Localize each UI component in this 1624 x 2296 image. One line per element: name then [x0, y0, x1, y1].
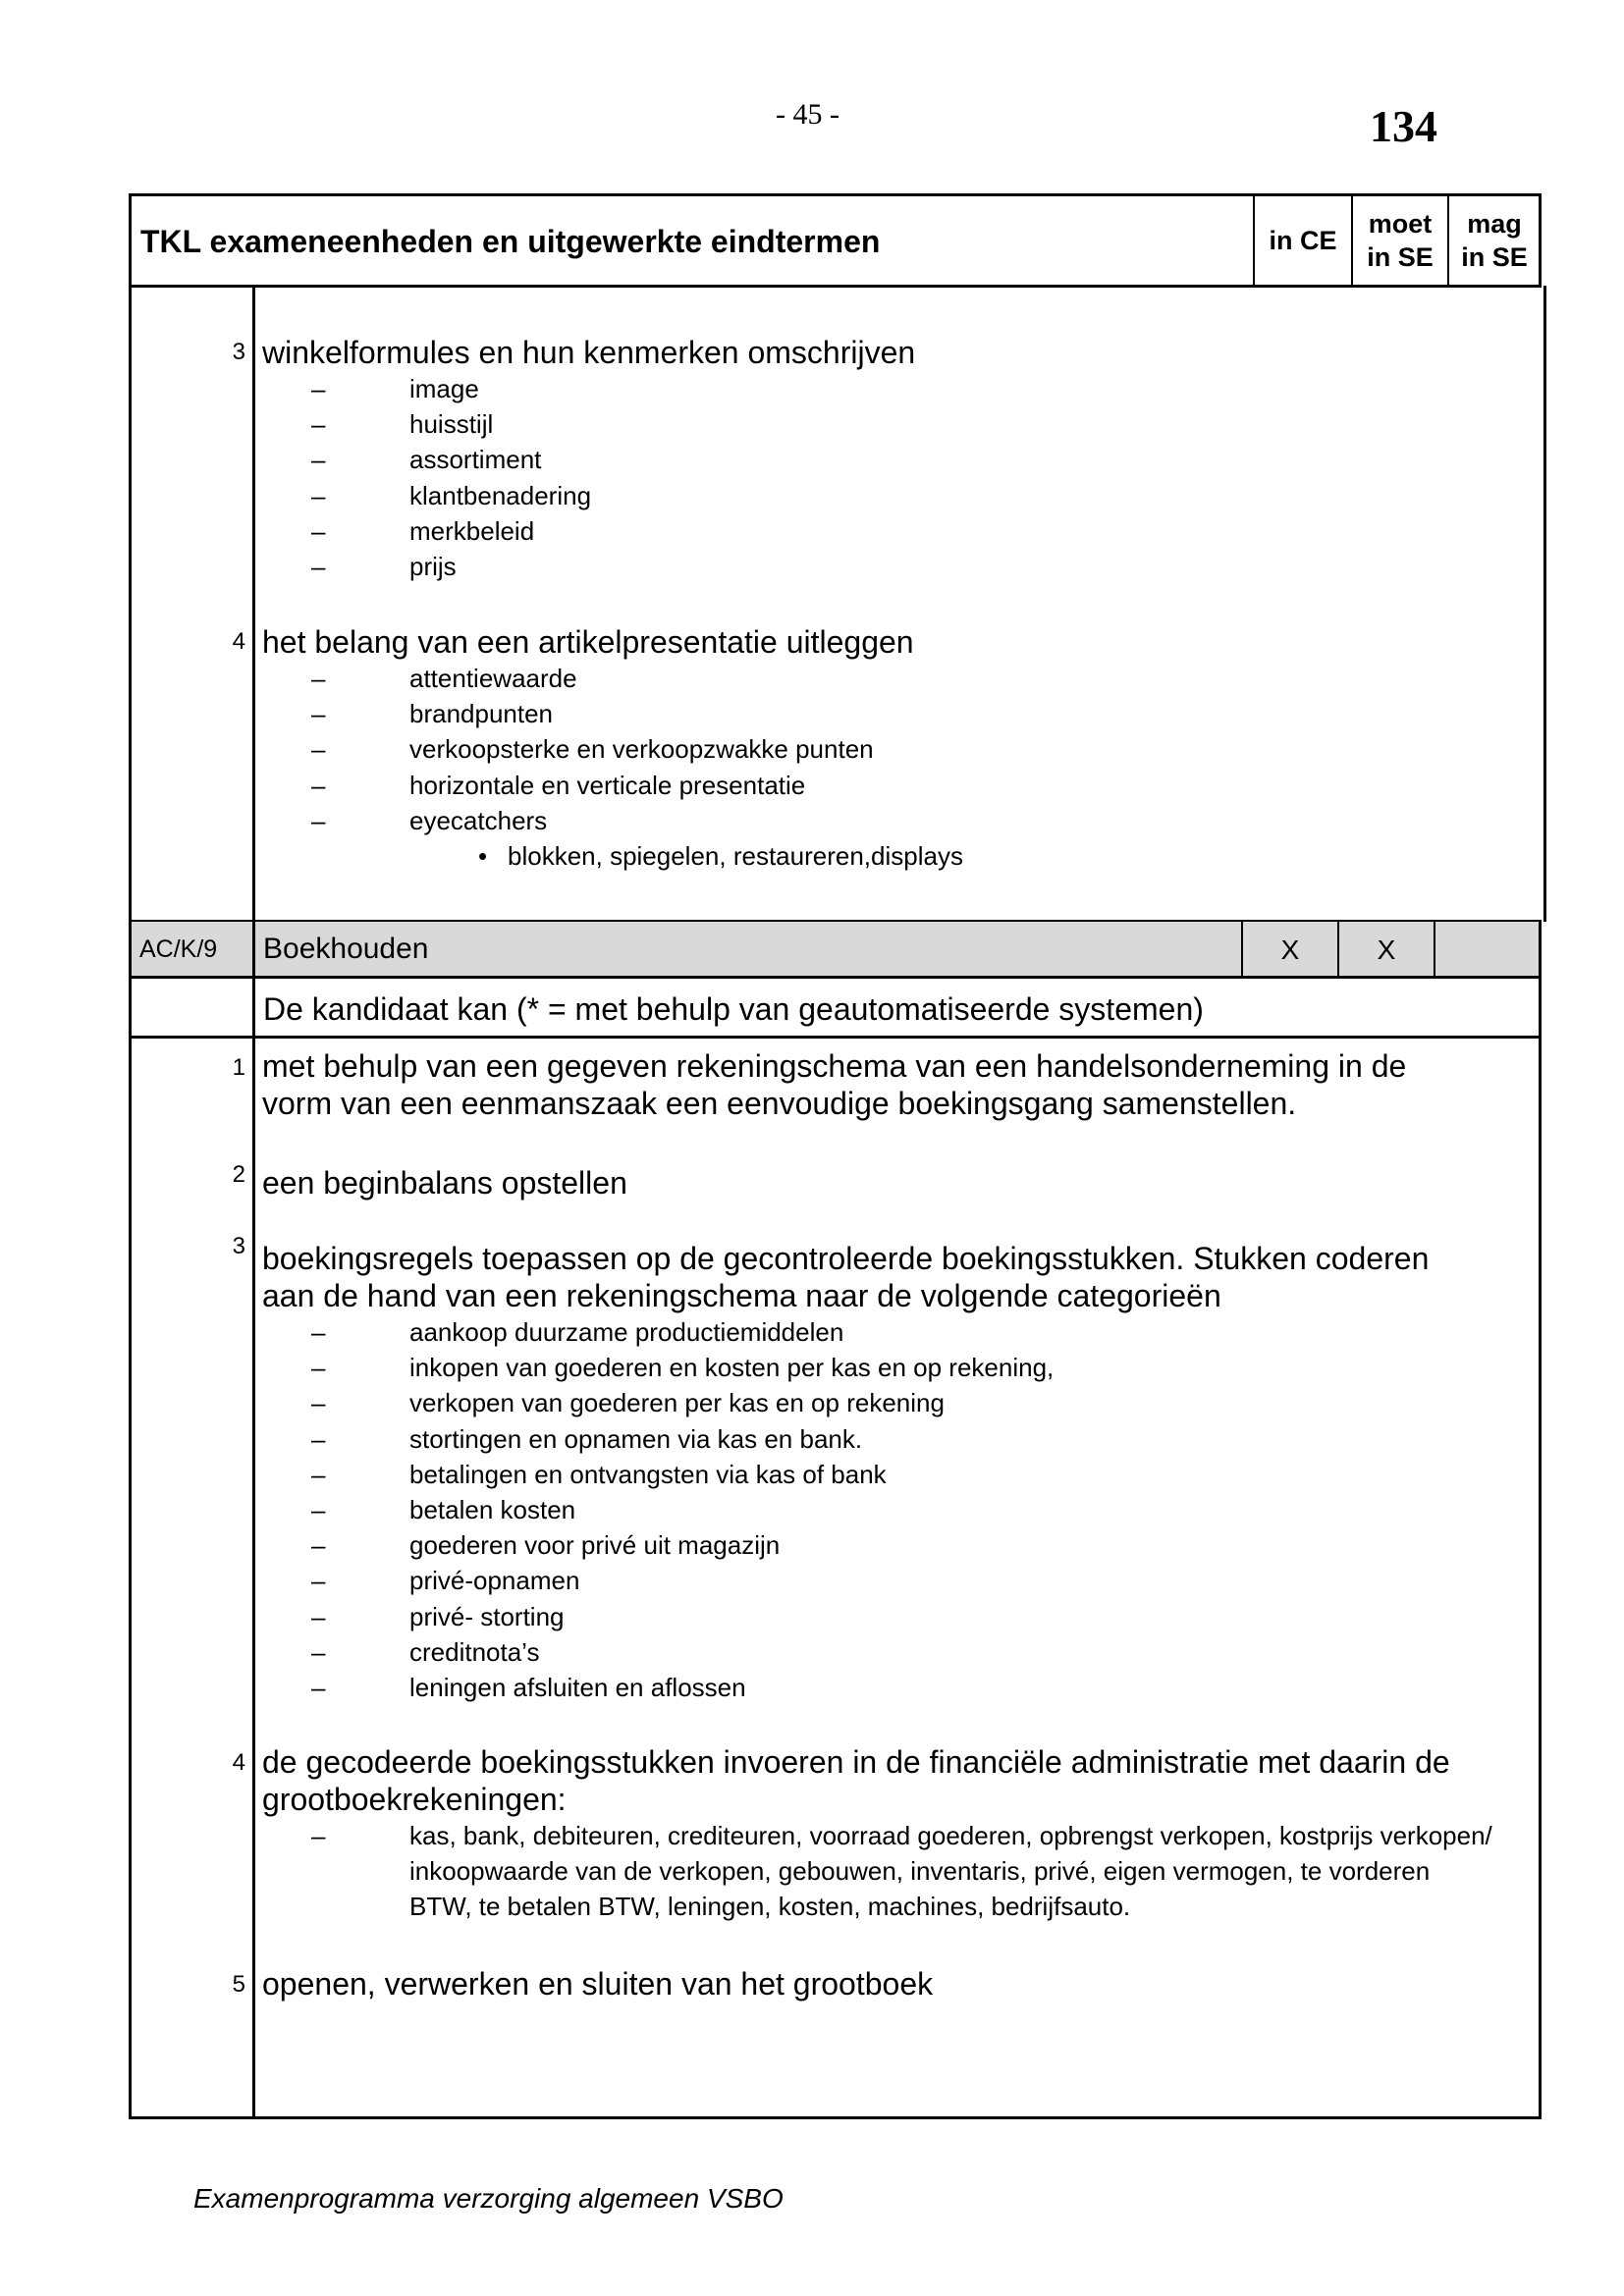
intro-text: De kandidaat kan (* = met behulp van geautomatiseerde systemen) [263, 991, 1204, 1027]
dash-icon: – [311, 1530, 326, 1561]
divider [1434, 920, 1435, 979]
table-title: TKL exameneenheden en uitgewerkte eindtermen [140, 224, 881, 259]
column-header-mag-in-se: mag in SE [1461, 209, 1528, 272]
moet-in-se-mark: X [1377, 934, 1396, 965]
page-footer: Examenprogramma verzorging algemeen VSBO [193, 2183, 784, 2214]
list-item: een beginbalans opstellen [262, 1165, 627, 1201]
dash-icon: – [311, 1353, 326, 1383]
dash-icon: – [311, 480, 326, 510]
dash-icon: – [311, 1673, 326, 1703]
dash-icon: – [311, 1566, 326, 1596]
column-header-in-ce: in CE [1269, 226, 1337, 255]
unit-code: AC/K/9 [139, 935, 218, 963]
dash-icon: – [311, 770, 326, 800]
dash-icon: – [311, 1601, 326, 1631]
item-number: 3 [232, 339, 245, 365]
sub-list: – image – huisstijl – assortiment – klantbenadering – merkbeleid – prijs [262, 371, 1529, 584]
divider [252, 920, 255, 979]
dash-icon: – [311, 664, 326, 693]
column-header-moet-in-se: moet in SE [1367, 209, 1434, 272]
number-column-divider [252, 286, 255, 922]
list-item: het belang van een artikelpresentatie uitleggen – attentiewaarde – brandpunten – verkoopsterke en verkoopzwakke punten – horizontale en verticale presentatie – eyecatchers • blokken, spiegelen, restaureren,displays [262, 623, 1529, 874]
in-ce-mark: X [1280, 934, 1300, 965]
item-number: 5 [232, 1971, 245, 1998]
dash-icon: – [311, 374, 326, 403]
dash-icon: – [311, 409, 326, 440]
dash-icon: – [311, 1317, 326, 1347]
dash-icon: – [311, 805, 326, 835]
divider [252, 977, 255, 1039]
page-number: - 45 - [776, 98, 839, 131]
dash-icon: – [311, 1459, 326, 1489]
sub-list: – kas, bank, debiteuren, crediteuren, voorraad goederen, opbrengst verkopen, kostprijs verkopen/ inkoopwaarde van de verkopen, gebouwen, inventaris, privé, eigen vermogen, te vorderen BTW, te betalen BTW, leningen, kosten, machines, bedrijfsauto. [262, 1818, 1539, 1925]
dash-icon: – [311, 552, 326, 582]
list-item: met behulp van een gegeven rekeningschema van een handelsonderneming in de vorm van een eenmanszaak een eenvoudige boekingsgang samenstellen. [262, 1048, 1407, 1121]
item-number: 4 [232, 1749, 245, 1776]
list-item: de gecodeerde boekingsstukken invoeren in de financiële administratie met daarin de grootboekrekeningen: – kas, bank, debiteuren, crediteuren, voorraad goederen, opbrengst verkopen, kostprijs verkopen/ inkoopwaarde van de verkopen, gebouwen, inventaris, privé, eigen vermogen, te vorderen BTW, te betalen BTW, leningen, kosten, machines, bedrijfsauto. [262, 1743, 1539, 1925]
unit-title: Boekhouden [263, 933, 429, 965]
dash-icon: – [311, 1636, 326, 1667]
item-number: 1 [232, 1054, 245, 1081]
dash-icon: – [311, 445, 326, 475]
number-column-divider [252, 1037, 255, 2119]
item-number: 4 [232, 628, 245, 655]
bullet-icon: • [478, 841, 488, 872]
list-item: winkelformules en hun kenmerken omschrijven – image – huisstijl – assortiment – klantbenadering – merkbeleid – prijs [262, 334, 1529, 584]
dash-icon: – [311, 734, 326, 765]
document-number: 134 [1370, 101, 1437, 151]
list-item: openen, verwerken en sluiten van het grootboek [262, 1966, 934, 2002]
item-number: 2 [232, 1161, 245, 1188]
dash-icon: – [311, 1495, 326, 1525]
dash-icon: – [311, 1821, 326, 1850]
dash-icon: – [311, 1423, 326, 1454]
item-number: 3 [232, 1233, 245, 1259]
dash-icon: – [311, 515, 326, 546]
dash-icon: – [311, 1388, 326, 1418]
sub-list: – aankoop duurzame productiemiddelen – inkopen van goederen en kosten per kas en op rekening, – verkopen van goederen per kas en op rekening – stortingen en opnamen via kas en bank. – betalingen en ontvangsten via kas of bank – betalen kosten – goederen voor privé uit magazijn – privé-opnamen – privé- storting – creditnota’s – leningen afsluiten en aflossen [262, 1314, 1534, 1705]
sub-list: – attentiewaarde – brandpunten – verkoopsterke en verkoopzwakke punten – horizontale en verticale presentatie – eyecatchers • blokken, spiegelen, restaureren,displays [262, 661, 1529, 874]
list-item: boekingsregels toepassen op de gecontroleerde boekingsstukken. Stukken coderen aan de hand van een rekeningschema naar de volgende categorieën – aankoop duurzame productiemiddelen – inkopen van goederen en kosten per kas en op rekening, – verkopen van goederen per kas en op rekening – stortingen en opnamen via kas en bank. – betalingen en ontvangsten via kas of bank – betalen kosten – goederen voor privé uit magazijn – privé-opnamen – privé- storting – creditnota’s – leningen afsluiten en aflossen [262, 1240, 1534, 1705]
dash-icon: – [311, 699, 326, 729]
